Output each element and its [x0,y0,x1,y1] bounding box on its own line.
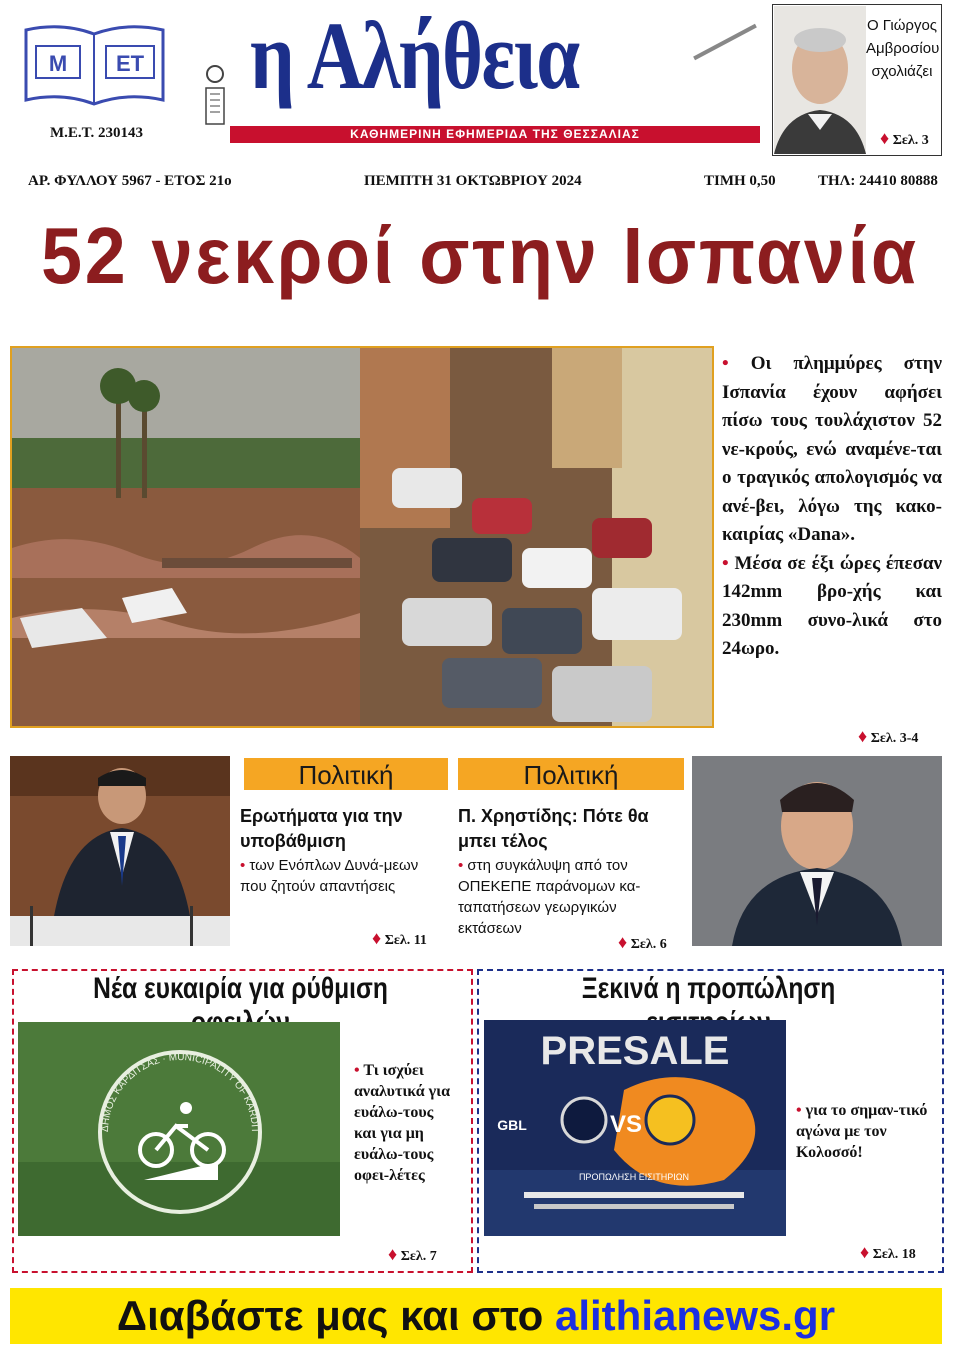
tagline: ΚΑΘΗΜΕΡΙΝΗ ΕΦΗΜΕΡΙΔΑ ΤΗΣ ΘΕΣΣΑΛΙΑΣ [350,127,640,141]
karditsa-logo-text: ΔΗΜΟΣ ΚΑΡΔΙΤΣΑΣ · MUNICIPALITY OF KARDIT [99,1051,261,1134]
bullet-icon: • [722,353,751,374]
columnist-caption: Ο Γιώργος Αμβροσίου σχολιάζει [866,17,940,80]
politics-left-page-ref: ♦ Σελ. 11 [372,928,427,948]
website-link[interactable]: alithianews.gr [554,1292,836,1339]
poster-vs: VS [609,1111,643,1138]
politics-left-title[interactable]: Ερωτήματα για την υποβάθμιση [240,806,403,851]
diamond-icon: ♦ [372,928,382,948]
bullet-icon: • [722,552,735,574]
bullet-icon: • [240,857,250,874]
bullet-icon: • [458,857,468,874]
presale-poster [484,1020,786,1236]
politician-right-photo [692,756,942,946]
issue-date: ΠΕΜΠΤΗ 31 ΟΚΤΩΒΡΙΟΥ 2024 [364,173,582,189]
poster-league: GBL [497,1117,527,1133]
poster-title: PRESALE [540,1029,730,1073]
met-letter-m: Μ [48,51,68,76]
flood-photo [10,346,714,728]
newspaper-brand: η Αλήθεια [250,2,579,109]
main-story-text [722,350,942,664]
diamond-icon: ♦ [388,1244,398,1264]
phone-number: ΤΗΛ: 24410 80888 [818,173,938,189]
presale-story-body: • για το σημαν-τικό αγώνα με τον Κολοσσό! [796,1102,928,1161]
columnist-photo [774,6,866,154]
eppa-badge [200,60,230,130]
bullet-icon: • [354,1062,364,1079]
politician-left-photo [10,756,230,946]
main-story-p1: • Οι πλημμύρες στην Ισπανία έχουν αφήσει πίσω τους τουλάχιστον 52 νε-κρούς, ενώ αναμένε-ται ο τραγικός απολογισμός να ανέ-βει, λόγω της κακο-καιρίας «Dana». [722,353,943,545]
diamond-icon: ♦ [858,726,868,746]
met-logo [22,22,167,107]
presale-story-title[interactable]: Ξεκινά η προπώληση [581,972,836,1005]
presale-story-page-ref: ♦ Σελ. 18 [860,1242,916,1262]
pen-icon [693,24,757,60]
politics-right-section[interactable]: Πολιτική [458,758,684,790]
debt-story-body: • Τι ισχύει αναλυτικά για ευάλω-τους και για μη ευάλω-τους οφει-λέτες [354,1062,451,1184]
met-letters-et: ΕΤ [115,51,145,76]
diamond-icon: ♦ [618,932,628,952]
footer-text: Διαβάστε μας και στο alithianews.gr [116,1292,836,1339]
karditsa-logo-image [18,1022,340,1236]
diamond-icon: ♦ [880,128,890,148]
main-story-page-ref: ♦ Σελ. 3-4 [858,726,919,746]
met-code: Μ.Ε.Τ. 230143 [50,125,144,141]
poster-subtitle: ΠΡΟΠΩΛΗΣΗ ΕΙΣΙΤΗΡΙΩΝ [578,1172,690,1182]
issue-number: ΑΡ. ΦΥΛΛΟΥ 5967 - ΕΤΟΣ 21ο [28,173,232,189]
politics-right-page-ref: ♦ Σελ. 6 [618,932,667,952]
issue-price: ΤΙΜΗ 0,50 [704,173,776,189]
columnist-page-ref: ♦ Σελ. 3 [880,128,929,148]
debt-story-page-ref: ♦ Σελ. 7 [388,1244,437,1264]
debt-story-title[interactable]: Νέα ευκαιρία για ρύθμιση [93,972,388,1005]
politics-left-section[interactable]: Πολιτική [244,758,448,790]
main-story-p2: • Μέσα σε έξι ώρες έπεσαν 142mm βρο-χής και 230mm συνο-λικά στο 24ωρο. [722,552,942,659]
politics-right-body: • στη συγκάλυψη από τον ΟΠΕΚΕΠΕ παράνομων κα-ταπατήσεων γεωργικών εκτάσεων [458,857,641,937]
diamond-icon: ♦ [860,1242,870,1262]
bullet-icon: • [796,1102,806,1119]
politics-right-title[interactable]: Π. Χρηστίδης: Πότε θα μπει τέλος [458,806,649,851]
main-headline[interactable]: 52 νεκροί στην Ισπανία [41,211,919,300]
politics-left-body: • των Ενόπλων Δυνά-μεων που ζητούν απαντήσεις [240,857,419,895]
